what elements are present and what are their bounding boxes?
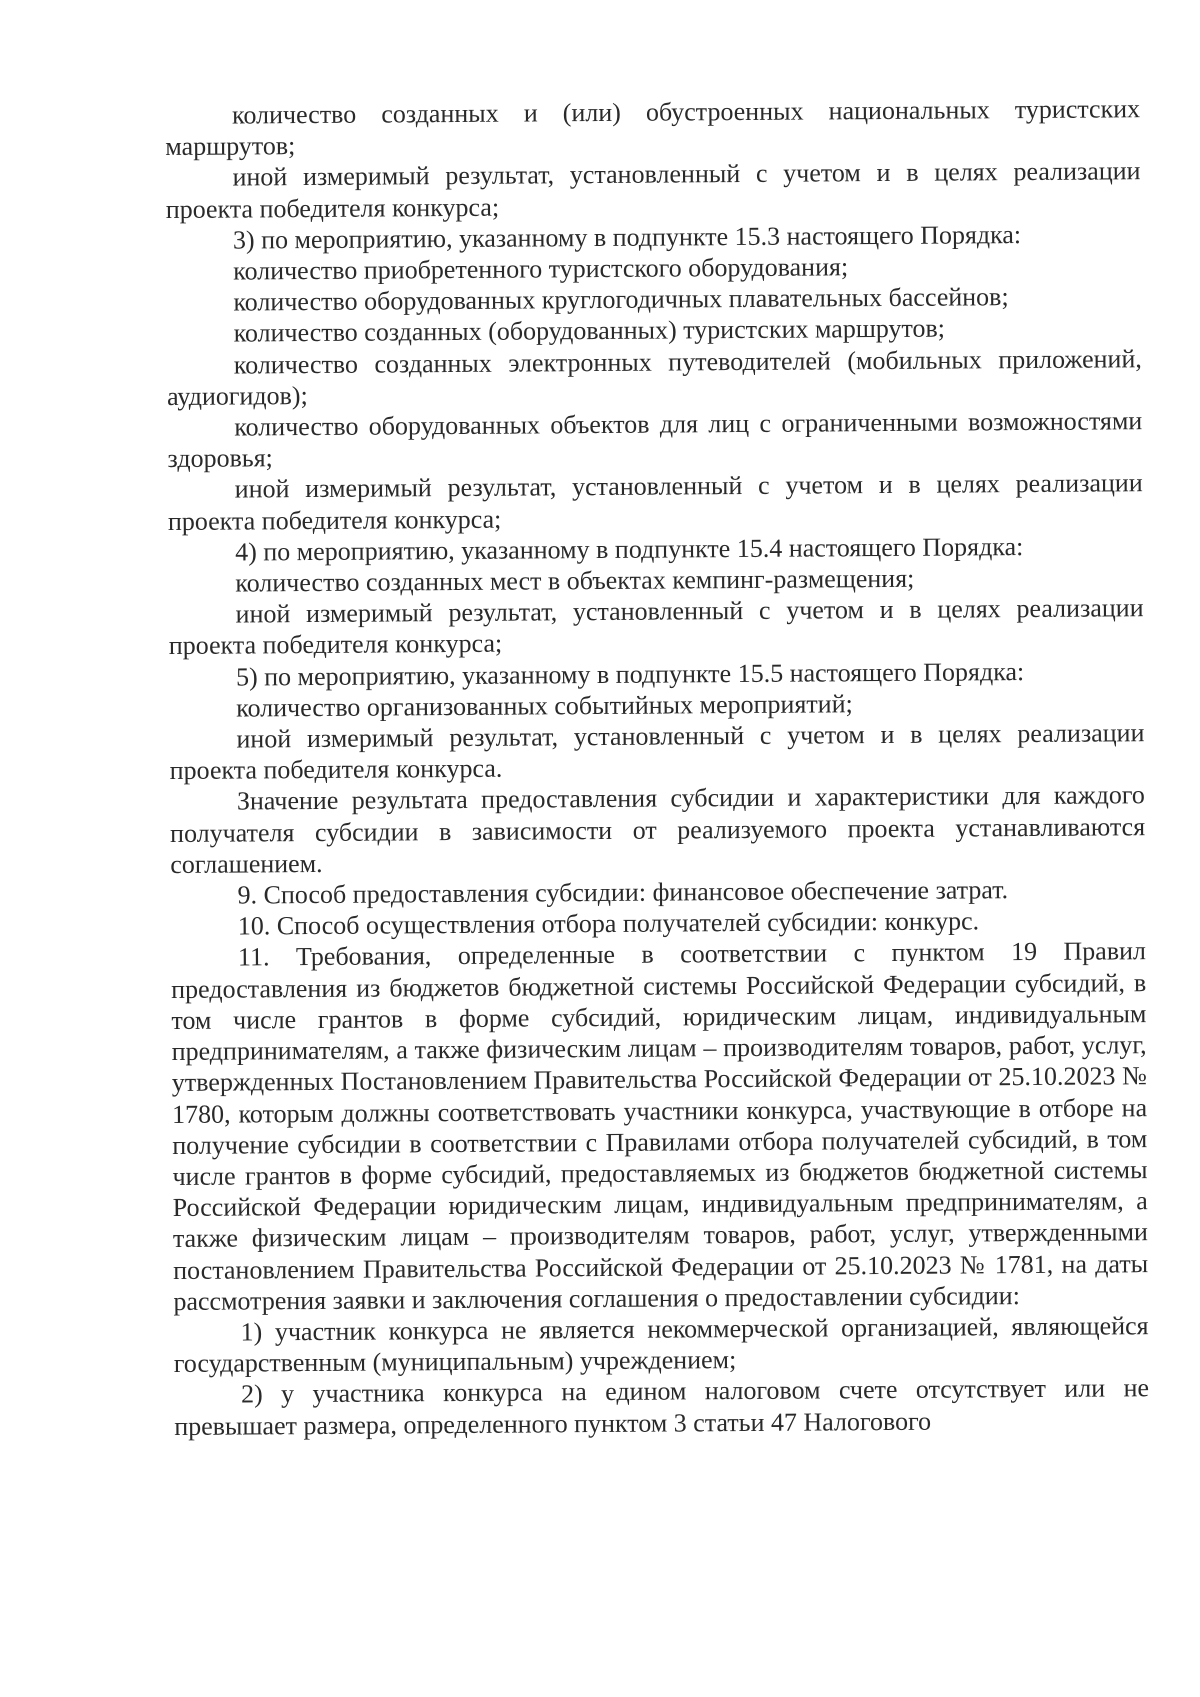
paragraph-requirement-1: 1) участник конкурса не является некоммерческой организацией, являющейся государственным (муниципальным) учреждением;: [173, 1311, 1149, 1379]
paragraph-e-guides: количество созданных электронных путеводителей (мобильных приложений, аудиогидов);: [166, 343, 1142, 411]
paragraph-camping: количество созданных мест в объектах кемпинг-размещения;: [235, 563, 915, 598]
paragraph-pools: количество оборудованных круглогодичных плавательных бассейнов;: [233, 282, 1009, 317]
paragraph-item-4: 4) по мероприятию, указанному в подпункте 15.4 настоящего Порядка:: [235, 531, 1024, 567]
paragraph-section-9: 9. Способ предоставления субсидии: финансовое обеспечение затрат.: [237, 875, 1009, 910]
paragraph-other-result-4: иной измеримый результат, установленный с учетом и в целях реализации проекта победителя конкурса.: [169, 718, 1145, 786]
paragraph-result-value: Значение результата предоставления субсидии и характеристики для каждого получателя субсидии в зависимости от реализуемого проекта устанавливаются соглашением.: [170, 780, 1146, 879]
paragraph-section-10: 10. Способ осуществления отбора получателей субсидии: конкурс.: [237, 906, 980, 941]
paragraph-item-5: 5) по мероприятию, указанному в подпункте 15.5 настоящего Порядка:: [235, 656, 1025, 692]
paragraph-events: количество организованных событийных мероприятий;: [236, 689, 853, 723]
paragraph-equipment: количество приобретенного туристского оборудования;: [233, 252, 849, 286]
paragraph-section-11: 11. Требования, определенные в соответствии с пунктом 19 Правил предоставления из бюджетов бюджетной системы Российской Федерации субсидий, в том числе грантов в форме субсидий, юридическим лицам, индивидуальным предпринимателям, а также физическим лицам – производителям товаров, работ, услуг, утвержденных Постановлением Правительства Российской Федерации от 25.10.2023 № 1780, которым должны соответствовать участники конкурса, участвующие в отборе на получение субсидии в соответствии с Правилами отбора получателей субсидий, в том числе грантов в форме субсидий, предоставляемых из бюджетов бюджетной системы Российской Федерации юридическим лицам, индивидуальным предпринимателям, а также физическим лицам – производителям товаров, работ, услуг, утвержденными постановлением Правительства Российской Федерации от 25.10.2023 № 1781, на даты рассмотрения заявки и заключения соглашения о предоставлении субсидии:: [171, 936, 1149, 1316]
paragraph-requirement-2: 2) у участника конкурса на едином налоговом счете отсутствует или не превышает размера, определенного пунктом 3 статьи 47 Налогового: [174, 1373, 1150, 1441]
paragraph-other-result-2: иной измеримый результат, установленный с учетом и в целях реализации проекта победителя конкурса;: [167, 468, 1143, 536]
paragraph-routes: количество созданных (оборудованных) туристских маршрутов;: [233, 313, 946, 348]
paragraph-other-result-1: иной измеримый результат, установленный с учетом и в целях реализации проекта победителя конкурса;: [165, 156, 1141, 224]
paragraph-other-result-3: иной измеримый результат, установленный с учетом и в целях реализации проекта победителя конкурса;: [168, 593, 1144, 661]
paragraph-item-3: 3) по мероприятию, указанному в подпункте 15.3 настоящего Порядка:: [232, 219, 1022, 255]
paragraph-national-routes: количество созданных и (или) обустроенных национальных туристских маршрутов;: [165, 94, 1141, 162]
paragraph-accessible-objects: количество оборудованных объектов для лиц с ограниченными возможностями здоровья;: [167, 406, 1143, 474]
document-body: [165, 93, 1149, 1442]
